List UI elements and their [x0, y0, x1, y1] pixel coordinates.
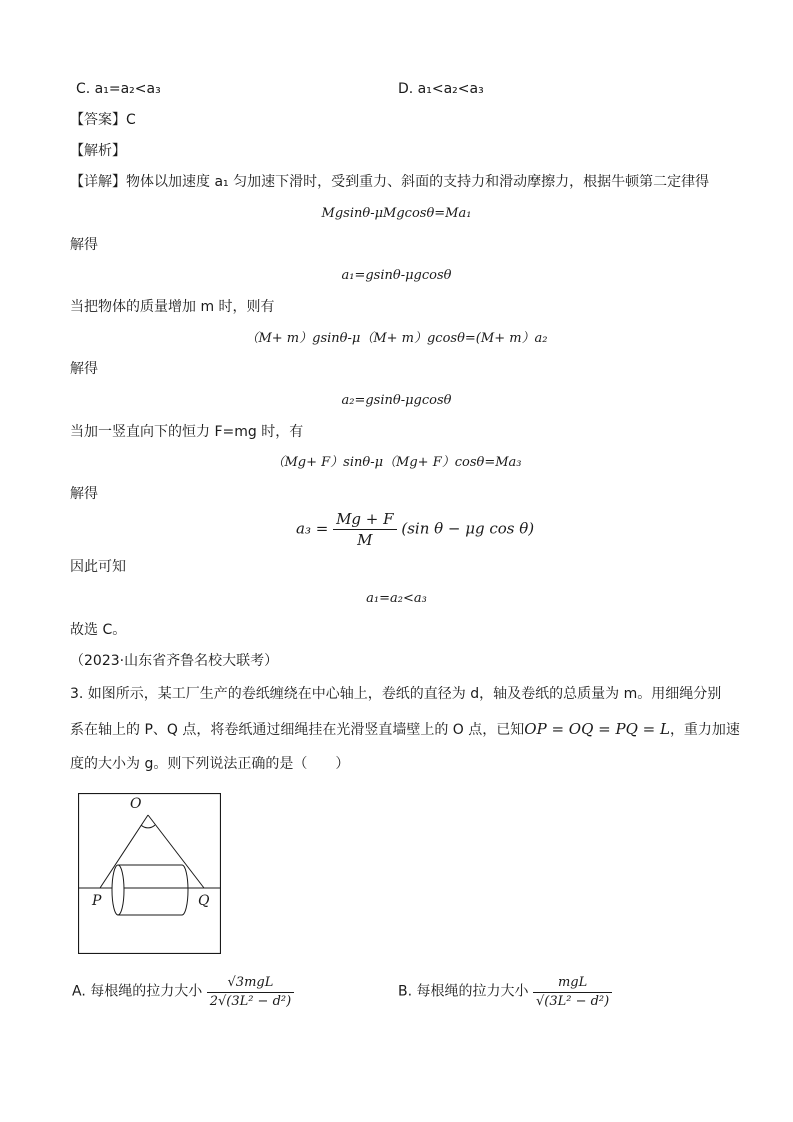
option-b-fraction	[533, 975, 612, 1009]
option-a-denominator: 2√(3L² − d²)	[209, 993, 292, 1009]
answer-value: C	[126, 112, 136, 128]
solve-label-3: 解得	[70, 486, 98, 502]
question-3-line-2	[70, 720, 740, 739]
answer-label: 【答案】	[70, 112, 126, 128]
option-d: D. a₁<a₂<a₃	[398, 81, 484, 97]
detail-text: 物体以加速度 a₁ 匀加速下滑时，受到重力、斜面的支持力和滑动摩擦力，根据牛顿第二定律得	[126, 174, 710, 190]
option-b	[398, 975, 612, 1009]
option-b-prefix: B. 每根绳的拉力大小	[398, 983, 529, 1000]
option-a	[72, 975, 294, 1009]
equation-5: （Mg+ F）sinθ-μ（Mg+ F）cosθ=Ma₃	[271, 455, 522, 470]
detail-label: 【详解】	[70, 174, 126, 190]
equation-6-numerator: Mg + F	[333, 510, 396, 530]
paper-roll-body	[118, 865, 188, 915]
question-3-line-3: 度的大小为 g。则下列说法正确的是（ ）	[70, 756, 350, 772]
option-a-numerator: √3mgL	[207, 975, 295, 993]
question-3-line-1: 3. 如图所示，某工厂生产的卷纸缠绕在中心轴上，卷纸的直径为 d，轴及卷纸的总质量为 m。用细绳分别	[70, 686, 722, 702]
roll-paper-figure	[78, 793, 221, 954]
equation-6-rhs: (sin θ − μg cos θ)	[401, 519, 535, 538]
option-b-denominator: √(3L² − d²)	[535, 993, 610, 1009]
solve-label-1: 解得	[70, 237, 98, 253]
answer-line	[70, 112, 136, 129]
equation-7: a₁=a₂<a₃	[366, 591, 427, 606]
option-b-numerator: mgL	[533, 975, 612, 993]
therefore-text: 因此可知	[70, 559, 126, 575]
equation-1: Mgsinθ-μMgcosθ=Ma₁	[321, 206, 472, 221]
equation-4: a₂=gsinθ-μgcosθ	[341, 393, 452, 408]
equation-3: （M+ m）gsinθ-μ（M+ m）gcosθ=(M+ m）a₂	[245, 331, 548, 346]
equation-6-lhs: a₃ =	[296, 519, 329, 538]
force-text: 当加一竖直向下的恒力 F=mg 时，有	[70, 424, 304, 440]
choose-text: 故选 C。	[70, 622, 127, 638]
equation-6-fraction	[333, 510, 396, 549]
analysis-label: 【解析】	[70, 143, 126, 159]
question-3-line-2b: ，重力加速	[669, 722, 740, 738]
label-o: O	[130, 796, 142, 812]
question-3-line-2a: 系在轴上的 P、Q 点，将卷纸通过细绳挂在光滑竖直墙壁上的 O 点，已知	[70, 722, 525, 738]
label-q: Q	[198, 893, 210, 909]
equation-6-denominator: M	[357, 531, 373, 549]
option-a-fraction	[207, 975, 295, 1009]
equation-2: a₁=gsinθ-μgcosθ	[341, 268, 452, 283]
mass-increase-text: 当把物体的质量增加 m 时，则有	[70, 299, 275, 315]
option-c: C. a₁=a₂<a₃	[76, 81, 161, 97]
question-source: （2023·山东省齐鲁名校大联考）	[70, 653, 279, 669]
label-p: P	[92, 893, 102, 909]
question-3-equation: OP = OQ = PQ = L	[524, 720, 670, 738]
paper-roll-end	[112, 865, 124, 915]
equation-6	[296, 510, 534, 549]
figure-diagram	[78, 793, 221, 954]
detail-paragraph	[70, 174, 709, 191]
solve-label-2: 解得	[70, 361, 98, 377]
option-a-prefix: A. 每根绳的拉力大小	[72, 983, 203, 1000]
